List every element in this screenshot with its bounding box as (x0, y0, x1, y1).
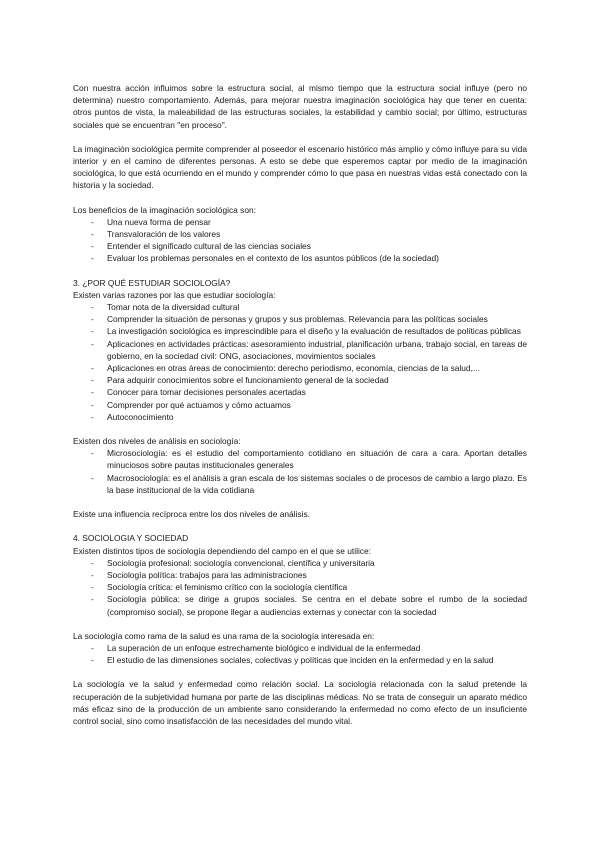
list-item: - La superación de un enfoque estrechamente biológico e individual de la enfermedad (73, 642, 527, 654)
paragraph-sociological-imagination: La imaginación sociológica permite comprender al poseedor el escenario histórico más amplio y cómo influye para su vida interior y en el camino de diferentes personas. A esto se debe que esperemos captar por medio de la imaginación sociológica, lo que está ocurriendo en el mundo y comprender cómo lo que pasa en nuestras vidas está conectado con la historia y la sociedad. (73, 143, 527, 191)
benefits-list (73, 216, 527, 265)
list-item: - Aplicaciones en otras áreas de conocimiento: derecho periodismo, economía, ciencias de la salud,... (73, 362, 527, 374)
page-content (73, 82, 527, 727)
list-item: - Sociología pública: se dirige a grupos sociales. Se centra en el debate sobre el rumbo de la sociedad (compromiso social), se propone llegar a audiencias externas y conectar con la sociedad (73, 593, 527, 617)
list-item: - La investigación sociológica es imprescindible para el diseño y la evaluación de resultados de políticas públicas (73, 325, 527, 337)
list-item: - Evaluar los problemas personales en el contexto de los asuntos públicos (de la sociedad) (73, 252, 527, 264)
section-3-intro: Existen varias razones por las que estudiar sociología: (73, 289, 276, 300)
levels-list (73, 447, 527, 496)
reciprocal-influence: Existe una influencia recíproca entre los dos niveles de análisis. (73, 509, 310, 520)
list-item: - Tomar nota de la diversidad cultural (73, 301, 527, 313)
paragraph-structure-influence: Con nuestra acción influimos sobre la estructura social, al mismo tiempo que la estructura social influye (pero no determina) nuestro comportamiento. Además, para mejorar nuestra imaginación sociológica hay que tener en cuenta: otros puntos de vista, la maleabilidad de las estructuras sociales, la estabilidad y cambio social; por último, estructuras sociales que se encuentran "en proceso". (73, 83, 527, 130)
benefits-intro: Los beneficios de la imaginación sociológica son: (73, 204, 256, 215)
list-item: - El estudio de las dimensiones sociales, colectivas y políticas que inciden en la enfermedad y en la salud (73, 654, 527, 666)
section-3-title: 3. ¿POR QUÉ ESTUDIAR SOCIOLOGÍA? (73, 277, 231, 288)
list-item: - Sociología crítica: el feminismo crítico con la sociología científica (73, 581, 527, 593)
health-intro: La sociología como rama de la salud es una rama de la sociología interesada en: (73, 630, 375, 641)
reasons-list (73, 301, 527, 423)
list-item: - Para adquirir conocimientos sobre el funcionamiento general de la sociedad (73, 374, 527, 386)
list-item: - Comprender por qué actuamos y cómo actuamos (73, 399, 527, 411)
list-item: - Transvaloración de los valores (73, 228, 527, 240)
list-item: - Aplicaciones en actividades prácticas: asesoramiento industrial, planificación urbana, trabajo social, en tareas de gobierno, en la sociedad civil: ONG, asociaciones, movimientos sociales (73, 338, 527, 362)
section-4-title: 4. SOCIOLOGIA Y SOCIEDAD (73, 533, 189, 544)
list-item: - Entender el significado cultural de las ciencias sociales (73, 240, 527, 252)
section-4-intro: Existen distintos tipos de sociología dependiendo del campo en el que se utilice: (73, 545, 371, 556)
list-item: - Conocer para tomar decisiones personales acertadas (73, 386, 527, 398)
types-list (73, 557, 527, 618)
list-item: - Comprender la situación de personas y grupos y sus problemas. Relevancia para las políticas sociales (73, 313, 527, 325)
list-item: - Autoconocimiento (73, 411, 527, 423)
levels-intro: Existen dos niveles de análisis en sociología: (73, 436, 241, 447)
closing-paragraph: La sociología ve la salud y enfermedad como relación social. La sociología relacionada con la salud pretende la recuperación de la subjetividad humana por parte de las disciplinas médicas. No se trata de conseguir un aparato médico más eficaz sino de la producción de un ambiente sano considerando la enfermedad no como efecto de un insuficiente control social, sino como insatisfacción de las necesidades del mundo vital. (73, 679, 527, 726)
list-item: - Microsociología: es el estudio del comportamiento cotidiano en situación de cara a cara. Aportan detalles minuciosos sobre pautas institucionales generales (73, 447, 527, 471)
list-item: - Una nueva forma de pensar (73, 216, 527, 228)
health-list (73, 642, 527, 666)
list-item: - Sociología política: trabajos para las administraciones (73, 569, 527, 581)
list-item: - Sociología profesional: sociología convencional, científica y universitaria (73, 557, 527, 569)
list-item: - Macrosociología: es el análisis a gran escala de los sistemas sociales o de procesos de cambio a largo plazo. Es la base institucional de la vida cotidiana (73, 472, 527, 496)
